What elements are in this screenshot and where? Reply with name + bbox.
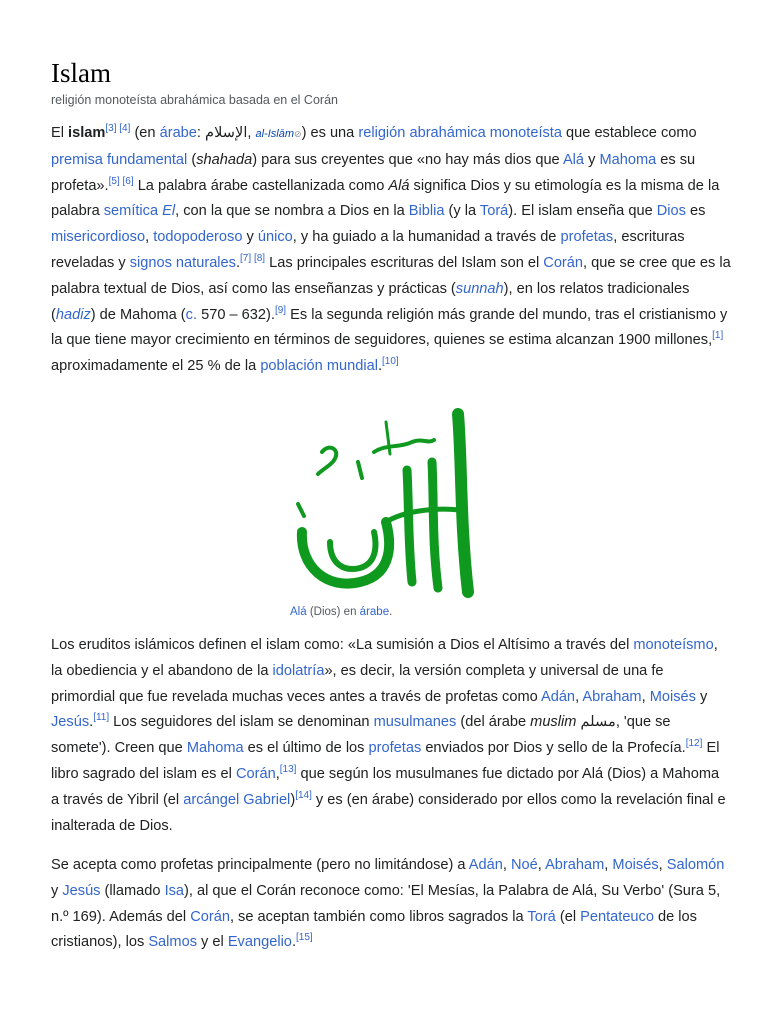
text: es (685, 203, 706, 220)
text: ) es una (301, 125, 359, 141)
figure-caption (290, 606, 392, 618)
link-monoteismo[interactable]: monoteísmo (633, 637, 714, 653)
text: y es (en árabe) considerado por ellos como la revelación final e inalterada de Dios. (51, 791, 726, 834)
link-arcangel-gabriel[interactable]: arcángel Gabriel (183, 791, 291, 808)
text: . (377, 358, 383, 375)
text: ) para sus creyentes que «no hay más dios que (252, 151, 563, 168)
text: ), al que el Corán reconoce como: 'El Mesías, la Palabra de Alá, Su Verbo' (Sura 5, n.º 169). Además del (51, 882, 721, 925)
caption-text: (Dios) en (306, 606, 360, 618)
text: , la obediencia y el abandono de la (51, 637, 718, 679)
text: مسلم, 'que se somete'). Creen que (51, 714, 671, 757)
ref-6[interactable] (120, 176, 134, 187)
transliteration[interactable]: al-Islām (255, 128, 295, 140)
text: , (575, 688, 583, 705)
ref-link[interactable]: [1] (712, 330, 724, 342)
link-jesus[interactable]: Jesús (62, 882, 101, 899)
italic-term: shahada (196, 151, 253, 168)
intro-paragraph (51, 121, 731, 380)
text: , con la que se nombra a Dios en la (175, 203, 409, 220)
text: , escrituras reveladas y (51, 229, 685, 271)
ref-1[interactable] (712, 330, 723, 341)
italic-term: muslim (530, 714, 577, 731)
link-coran[interactable]: Corán (190, 908, 230, 925)
text: 570 – 632). (197, 306, 275, 323)
caption-text: . (389, 606, 393, 618)
accent-mark-2 (298, 504, 304, 516)
text: El (51, 125, 69, 141)
link-religion-abrahamica[interactable]: religión abrahámica monoteísta (358, 125, 562, 141)
link-misericordioso[interactable]: misericordioso (51, 229, 146, 246)
ref-link[interactable]: [12] (685, 738, 703, 750)
text: , (658, 857, 667, 873)
link-el[interactable]: El (162, 203, 176, 220)
text: ) de Mahoma ( (90, 306, 186, 323)
page-title: Islam (51, 58, 111, 88)
text: es el último de los (243, 740, 369, 757)
caption-link-ala[interactable]: Alá (290, 606, 307, 618)
ref-5[interactable] (109, 176, 120, 187)
link-tora[interactable]: Torá (527, 908, 556, 925)
text: que establece como (561, 125, 697, 141)
damma-mark (318, 448, 336, 474)
text: y (242, 229, 258, 246)
audio-icon[interactable]: ⊘ (294, 129, 302, 139)
text: ) (290, 791, 296, 808)
text: , y ha guiado a la humanidad a través de (292, 229, 561, 246)
link-salmos[interactable]: Salmos (148, 934, 197, 951)
text: . (89, 714, 94, 731)
caption-link-arabe[interactable]: árabe (359, 606, 390, 618)
text: (en (130, 125, 160, 141)
text: Los eruditos islámicos definen el islam como: «La sumisión a Dios el Altísimo a través del (51, 637, 634, 653)
text: aproximadamente el 25 % de la (51, 358, 261, 375)
link-abraham[interactable]: Abraham (582, 688, 642, 705)
accent-mark-1 (358, 462, 362, 478)
text: Los seguidores del islam se denominan (109, 714, 374, 731)
link-hadiz[interactable]: hadiz (55, 306, 91, 323)
ref-link[interactable]: [13] (279, 763, 297, 775)
ref-link[interactable]: [4] (119, 123, 131, 134)
ref-15[interactable] (296, 932, 313, 943)
link-musulmanes[interactable]: musulmanes (373, 714, 457, 731)
text: Es la segunda religión más grande del mundo, tras el cristianismo y la que tiene mayor crecimiento en términos de seguidores, quienes se estima alcanzan 1900 millones, (51, 306, 728, 349)
ref-8[interactable] (251, 253, 265, 264)
ref-link[interactable]: [14] (295, 789, 312, 801)
lam-stroke-1 (432, 462, 438, 588)
text: Se acepta como profetas principalmente (pero no limitándose) a (51, 857, 469, 873)
text: y (584, 151, 600, 168)
ref-link[interactable]: [7] (240, 252, 252, 264)
text: , (247, 125, 256, 141)
inner-stroke (330, 532, 375, 569)
tail-stroke (386, 509, 460, 522)
ref-4[interactable] (116, 123, 130, 134)
link-biblia[interactable]: Biblia (408, 203, 445, 220)
ref-3[interactable] (105, 123, 116, 134)
text: (el (555, 908, 581, 925)
link-profetas[interactable]: profetas (560, 229, 614, 246)
link-unico[interactable]: único (257, 229, 293, 246)
ref-link[interactable]: [15] (296, 932, 313, 944)
ref-14[interactable] (295, 790, 312, 801)
text: , que se cree que es la palabra textual de Dios, así como las enseñanzas y prácticas ( (51, 254, 731, 297)
link-arabe[interactable]: árabe (159, 125, 197, 141)
link-noe[interactable]: Noé (510, 857, 538, 873)
bold-term: islam (68, 125, 106, 141)
italic-link-sunnah[interactable] (456, 281, 504, 297)
link-adan[interactable]: Adán (468, 857, 503, 873)
text: y el (197, 934, 228, 951)
link-premisa[interactable]: premisa fundamental (51, 151, 188, 168)
lam-stroke-2 (407, 470, 412, 582)
ref-link[interactable]: [3] (105, 123, 117, 134)
ref-11[interactable] (93, 712, 109, 723)
ref-link[interactable]: [10] (382, 356, 399, 368)
ref-13[interactable] (280, 764, 297, 775)
ref-link[interactable]: [5] (108, 175, 120, 187)
text: , (145, 229, 154, 246)
text: Las principales escrituras del Islam son el (265, 254, 544, 271)
text: y (51, 882, 63, 899)
link-jesus[interactable]: Jesús (51, 714, 90, 731)
text: La palabra árabe castellanizada como (133, 177, 389, 194)
text: , (275, 765, 280, 782)
italic-link-el[interactable] (162, 203, 175, 219)
link-adan[interactable]: Adán (540, 688, 576, 705)
text: . (291, 934, 296, 951)
text: (llamado (100, 882, 165, 899)
ref-link[interactable]: [8] (253, 252, 266, 264)
text: ). El islam enseña que (508, 203, 657, 220)
calligraphy-strokes (298, 414, 468, 592)
link-mahoma[interactable]: Mahoma (186, 740, 244, 757)
allah-calligraphy-image[interactable] (282, 392, 482, 602)
text: (del árabe (456, 714, 531, 731)
link-ala[interactable]: Alá (562, 151, 585, 168)
link-isa[interactable]: Isa (164, 882, 185, 899)
link-semitica[interactable]: semítica (103, 203, 159, 220)
ref-12[interactable] (686, 738, 703, 749)
ref-link[interactable]: [9] (274, 304, 287, 316)
arabic-text: الإسلام (205, 125, 248, 141)
link-circa[interactable]: c. (185, 306, 198, 323)
definition-paragraph (51, 633, 731, 839)
link-tora[interactable]: Torá (479, 203, 509, 220)
text: , (502, 857, 511, 873)
link-coran[interactable]: Corán (543, 254, 584, 271)
link-signos-naturales[interactable]: signos naturales (129, 254, 236, 271)
text: es su profeta». (51, 151, 696, 194)
link-moises[interactable]: Moisés (649, 688, 696, 705)
text: (y la (444, 203, 480, 220)
ref-9[interactable] (275, 305, 286, 316)
ref-link[interactable]: [6] (122, 175, 134, 187)
link-sunnah[interactable]: sunnah (455, 280, 504, 297)
link-evangelio[interactable]: Evangelio (227, 934, 292, 951)
text: ( (187, 151, 197, 168)
italic-link-hadiz[interactable] (56, 307, 91, 323)
link-abraham[interactable]: Abraham (545, 857, 605, 873)
prophets-paragraph (51, 853, 731, 956)
shadda-stroke (374, 440, 434, 452)
text: El libro sagrado del islam es el (51, 740, 720, 782)
alif-stroke (458, 414, 468, 592)
link-profetas[interactable]: profetas (368, 740, 422, 757)
text: de los cristianos), los (51, 908, 697, 951)
link-todopoderoso[interactable]: todopoderoso (153, 229, 243, 246)
page-subtitle: religión monoteísta abrahámica basada en el Corán (51, 93, 338, 107)
link-coran[interactable]: Corán (235, 765, 276, 782)
text: y (695, 688, 708, 705)
link-pentateuco[interactable]: Pentateuco (580, 908, 654, 925)
text: enviados por Dios y sello de la Profecía. (421, 740, 686, 757)
text: , (537, 857, 546, 873)
ref-7[interactable] (240, 253, 251, 264)
text: : (196, 125, 206, 141)
text: , se aceptan también como libros sagrados la (229, 908, 528, 925)
italic-term: Alá (388, 177, 410, 194)
ref-10[interactable] (382, 356, 399, 367)
link-salomon[interactable]: Salomón (666, 857, 725, 873)
text: , (604, 857, 613, 873)
text: , (641, 688, 650, 705)
link-dios[interactable]: Dios (656, 203, 686, 220)
text: . (235, 254, 241, 271)
link-mahoma[interactable]: Mahoma (599, 151, 657, 168)
text: ), en los relatos tradicionales ( (51, 280, 690, 323)
link-moises[interactable]: Moisés (612, 857, 659, 873)
link-poblacion-mundial[interactable]: población mundial (260, 358, 378, 375)
link-idolatria[interactable]: idolatría (272, 662, 325, 679)
text: », es decir, la versión completa y universal de una fe primordial que fue revelada muchas veces antes a través de profetas como (51, 662, 664, 705)
text: que según los musulmanes fue dictado por Alá (Dios) a Mahoma a través de Yibril (el (51, 765, 720, 808)
ref-link[interactable]: [11] (93, 712, 110, 724)
text: significa Dios y su etimología es la misma de la palabra (51, 177, 720, 220)
